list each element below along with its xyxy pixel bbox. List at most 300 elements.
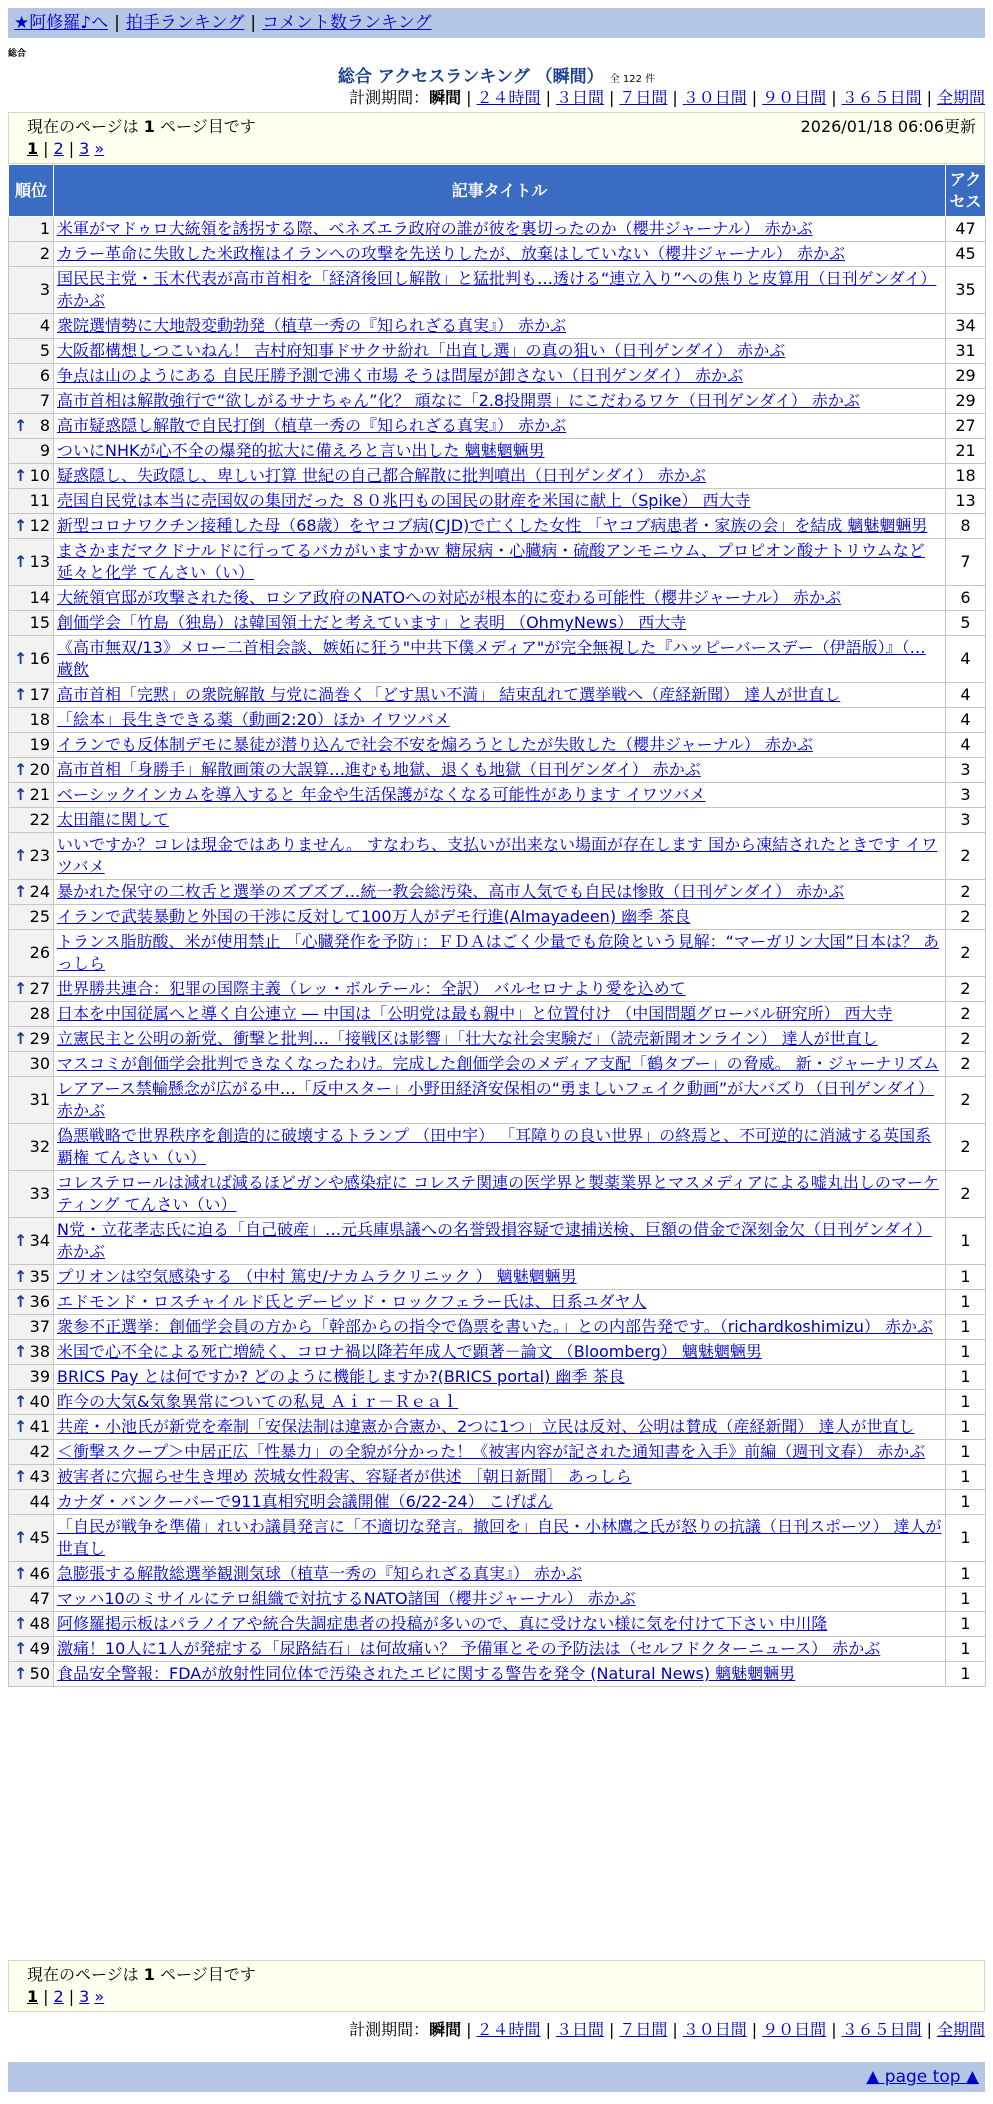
access-count: 47 bbox=[946, 217, 986, 242]
title-cell bbox=[54, 1440, 946, 1465]
article-title-link[interactable]: N党・立花孝志氏に迫る「自己破産」…元兵庫県議への名誉毀損容疑で逮捕送検、巨額の借金で深刻金欠（日刊ゲンダイ） 赤かぶ bbox=[57, 1220, 932, 1261]
rank-number: 13 bbox=[29, 552, 50, 571]
rank-cell bbox=[9, 267, 54, 314]
table-row bbox=[9, 1465, 986, 1490]
table-row bbox=[9, 464, 986, 489]
title-cell bbox=[54, 1415, 946, 1440]
rank-up-arrow-icon: ↑ bbox=[14, 979, 28, 998]
rank-number: 12 bbox=[29, 516, 50, 535]
table-row bbox=[9, 586, 986, 611]
separator: | bbox=[608, 2020, 615, 2039]
access-count: 4 bbox=[946, 636, 986, 683]
rank-cell bbox=[9, 905, 54, 930]
access-count: 1 bbox=[946, 1465, 986, 1490]
page-title bbox=[0, 62, 993, 87]
article-title-link[interactable]: 食品安全警報：FDAが放射性同位体で汚染されたエビに関する警告を発令 (Natural News) 魑魅魍魎男 bbox=[57, 1664, 796, 1683]
period-top-link-0[interactable]: ２４時間 bbox=[476, 88, 541, 107]
table-row bbox=[9, 1662, 986, 1687]
pager-top-page-link-0[interactable]: 2 bbox=[53, 139, 64, 158]
title-cell bbox=[54, 683, 946, 708]
article-title-link[interactable]: 高市首相「身勝手」解散画策の大誤算…進むも地獄、退くも地獄（日刊ゲンダイ） 赤かぶ bbox=[57, 760, 701, 779]
article-title-link[interactable]: 激痛！10人に1人が発症する「尿路結石」は何故痛い？ 予備軍とその予防法は（セルフドクターニュース） 赤かぶ bbox=[57, 1639, 881, 1658]
table-row bbox=[9, 217, 986, 242]
article-title-link[interactable]: 新型コロナワクチン接種した母（68歳）をヤコブ病(CJD)で亡くした女性 「ヤコブ病患者・家族の会」を結成 魑魅魍魎男 bbox=[57, 516, 928, 535]
period-bottom-link-1[interactable]: ３日間 bbox=[555, 2020, 604, 2039]
article-title-link[interactable]: カラー革命に失敗した米政権はイランへの攻撃を先送りしたが、放棄はしていない（櫻井ジャーナル） 赤かぶ bbox=[57, 244, 845, 263]
rank-number: 48 bbox=[29, 1614, 50, 1633]
article-title-link[interactable]: ついにNHKが心不全の爆発的拡大に備えろと言い出した 魑魅魍魎男 bbox=[57, 441, 545, 460]
rank-up-arrow-icon: ↑ bbox=[14, 1417, 28, 1436]
article-title-link[interactable]: 高市首相「完黙」の衆院解散 与党に渦巻く「どす黒い不満」 結束乱れて選挙戦へ（産経新聞） 達人が世直し bbox=[57, 685, 841, 704]
title-cell bbox=[54, 1637, 946, 1662]
article-title-link[interactable]: レアアース禁輸懸念が広がる中…「反中スター」小野田経済安保相の“勇ましいフェイク動画”が大バズり（日刊ゲンダイ） 赤かぶ bbox=[57, 1079, 934, 1120]
table-row bbox=[9, 977, 986, 1002]
rank-number: 9 bbox=[39, 441, 50, 460]
rank-cell bbox=[9, 1315, 54, 1340]
rank-number: 14 bbox=[29, 588, 50, 607]
separator: | bbox=[608, 88, 615, 107]
title-cell bbox=[54, 1218, 946, 1265]
table-row bbox=[9, 1315, 986, 1340]
access-count: 2 bbox=[946, 1027, 986, 1052]
access-count: 3 bbox=[946, 783, 986, 808]
access-count: 1 bbox=[946, 1562, 986, 1587]
rank-cell bbox=[9, 1365, 54, 1390]
rank-up-arrow-icon: ↑ bbox=[14, 552, 28, 571]
article-title-link[interactable]: マスコミが創価学会批判できなくなったわけ。完成した創価学会のメディア支配「鶴タブー」の脅威。 新・ジャーナリズム bbox=[57, 1054, 940, 1073]
table-row bbox=[9, 1124, 986, 1171]
article-title-link[interactable]: 「絵本」長生きできる薬（動画2:20）ほか イワツバメ bbox=[57, 710, 450, 729]
access-column-header: アクセス bbox=[946, 165, 986, 217]
table-row bbox=[9, 539, 986, 586]
rank-number: 30 bbox=[29, 1054, 50, 1073]
access-count: 1 bbox=[946, 1515, 986, 1562]
article-title-link[interactable]: 偽悪戦略で世界秩序を創造的に破壊するトランプ （田中宇） 「耳障りの良い世界」の終焉と、不可逆的に消滅する英国系覇権 てんさい（い） bbox=[57, 1126, 932, 1167]
separator: | bbox=[672, 2020, 678, 2039]
status-pre: 現在のページは bbox=[27, 117, 139, 136]
rank-up-arrow-icon: ↑ bbox=[14, 1564, 28, 1583]
rank-number: 42 bbox=[29, 1442, 50, 1461]
rank-cell bbox=[9, 217, 54, 242]
separator: | bbox=[926, 88, 932, 107]
access-count: 2 bbox=[946, 833, 986, 880]
article-count: 全 122 件 bbox=[609, 74, 656, 85]
rank-cell bbox=[9, 364, 54, 389]
article-title-link[interactable]: 日本を中国従属へと導く自公連立 ― 中国は「公明党は最も親中」と位置付け （中国問題グローバル研究所） 西大寺 bbox=[57, 1004, 893, 1023]
page-top-link[interactable]: ▲ page top ▲ bbox=[866, 2067, 979, 2087]
article-title-link[interactable]: 世界勝共連合：犯罪の国際主義（レッ・ボルテール：全訳） バルセロナより愛を込めて bbox=[57, 979, 686, 998]
rank-up-arrow-icon: ↑ bbox=[14, 882, 28, 901]
period-top-link-5[interactable]: ３６５日間 bbox=[841, 88, 922, 107]
title-cell bbox=[54, 1515, 946, 1562]
access-count: 1 bbox=[946, 1265, 986, 1290]
rank-cell bbox=[9, 1490, 54, 1515]
access-count: 1 bbox=[946, 1218, 986, 1265]
article-title-link[interactable]: 国民民主党・玉木代表が高市首相を「経済後回し解散」と猛批判も…透ける“連立入り”への焦りと皮算用（日刊ゲンダイ） 赤かぶ bbox=[57, 269, 937, 310]
rank-number: 22 bbox=[29, 810, 50, 829]
rank-cell bbox=[9, 733, 54, 758]
rank-cell bbox=[9, 1290, 54, 1315]
article-title-link[interactable]: 大統領官邸が攻撃された後、ロシア政府のNATOへの対応が根本的に変わる可能性（櫻井ジャーナル） 赤かぶ bbox=[57, 588, 842, 607]
rank-number: 37 bbox=[29, 1317, 50, 1336]
rank-cell bbox=[9, 314, 54, 339]
access-count: 6 bbox=[946, 586, 986, 611]
article-title-link[interactable]: 昨今の大気&気象異常についての私見 Ａｉｒ－Ｒｅａｌ bbox=[57, 1392, 459, 1411]
table-row bbox=[9, 1440, 986, 1465]
table-row bbox=[9, 733, 986, 758]
article-title-link[interactable]: 大阪都構想しつこいねん！ 吉村府知事ドサクサ紛れ「出直し選」の真の狙い（日刊ゲンダイ） 赤かぶ bbox=[57, 341, 786, 360]
article-title-link[interactable]: 衆参不正選挙：創価学会員の方から「幹部からの指令で偽票を書いた。」との内部告発です。（richardkoshimizu） 赤かぶ bbox=[57, 1317, 934, 1336]
table-row bbox=[9, 833, 986, 880]
article-title-link[interactable]: エドモンド・ロスチャイルド氏とデービッド・ロックフェラー氏は、日系ユダヤ人 bbox=[57, 1292, 647, 1311]
separator: | bbox=[43, 1987, 49, 2006]
article-title-link[interactable]: 共産・小池氏が新党を牽制「安保法制は違憲か合憲か、2つに1つ」立民は反対、公明は賛成（産経新聞） 達人が世直し bbox=[57, 1417, 915, 1436]
rank-number: 4 bbox=[39, 316, 50, 335]
rank-number: 27 bbox=[29, 979, 50, 998]
rank-number: 39 bbox=[29, 1367, 50, 1386]
rank-up-arrow-icon: ↑ bbox=[14, 1292, 28, 1311]
table-row bbox=[9, 808, 986, 833]
status-page-number: 1 bbox=[143, 117, 155, 136]
access-count: 2 bbox=[946, 930, 986, 977]
separator: | bbox=[466, 2020, 472, 2039]
article-title-link[interactable]: イランで武装暴動と外国の干渉に反対して100万人がデモ行進(Almayadeen) 幽季 茶良 bbox=[57, 907, 691, 926]
status-post: ページ目です bbox=[160, 117, 256, 136]
pager-bottom-page-link-0[interactable]: 2 bbox=[53, 1987, 64, 2006]
access-count: 2 bbox=[946, 1077, 986, 1124]
rank-cell bbox=[9, 1171, 54, 1218]
title-cell bbox=[54, 733, 946, 758]
title-cell bbox=[54, 808, 946, 833]
table-row bbox=[9, 1218, 986, 1265]
period-top-link-3[interactable]: ３０日間 bbox=[682, 88, 747, 107]
table-row bbox=[9, 489, 986, 514]
rank-up-arrow-icon: ↑ bbox=[14, 516, 28, 535]
table-row bbox=[9, 1171, 986, 1218]
table-row bbox=[9, 758, 986, 783]
top-nav-bar: ★阿修羅♪へ | 拍手ランキング | コメント数ランキング bbox=[8, 8, 985, 38]
article-title-link[interactable]: トランス脂肪酸、米が使用禁止 「心臓発作を予防」：ＦＤＡはごく少量でも危険という見解：“マーガリン大国”日本は？ あっしら bbox=[57, 932, 939, 973]
separator: | bbox=[466, 88, 472, 107]
table-row bbox=[9, 905, 986, 930]
rank-number: 1 bbox=[39, 219, 50, 238]
access-count: 7 bbox=[946, 539, 986, 586]
article-title-link[interactable]: 創価学会「竹島（独島）は韓国領土だと考えています」と表明 （OhmyNews） 西大寺 bbox=[57, 613, 687, 632]
rank-cell bbox=[9, 1637, 54, 1662]
title-cell bbox=[54, 1290, 946, 1315]
pager-bottom-page-link-1[interactable]: 3 bbox=[79, 1987, 90, 2006]
table-row bbox=[9, 242, 986, 267]
title-cell bbox=[54, 1562, 946, 1587]
title-cell bbox=[54, 1171, 946, 1218]
rank-cell bbox=[9, 414, 54, 439]
access-count: 34 bbox=[946, 314, 986, 339]
updated-timestamp: 2026/01/18 06:06更新 bbox=[800, 117, 976, 136]
article-title-link[interactable]: 「自民が戦争を準備」れいわ議員発言に「不適切な発言。撤回を」自民・小林鷹之氏が怒りの抗議（日刊スポーツ） 達人が世直し bbox=[57, 1517, 942, 1558]
access-count: 45 bbox=[946, 242, 986, 267]
table-row bbox=[9, 1515, 986, 1562]
title-cell bbox=[54, 314, 946, 339]
title-cell bbox=[54, 1315, 946, 1340]
rank-cell bbox=[9, 1465, 54, 1490]
article-title-link[interactable]: マッハ10のミサイルにテロ組織で対抗するNATO諸国（櫻井ジャーナル） 赤かぶ bbox=[57, 1589, 636, 1608]
rank-cell bbox=[9, 489, 54, 514]
rank-number: 24 bbox=[29, 882, 50, 901]
clap-ranking-link[interactable]: 拍手ランキング bbox=[125, 13, 245, 33]
article-title-link[interactable]: ＜衝撃スクープ＞中居正広「性暴力」の全貌が分かった！《被害内容が記された通知書を入手》前編（週刊文春） 赤かぶ bbox=[57, 1442, 926, 1461]
rank-cell bbox=[9, 930, 54, 977]
separator: | bbox=[831, 88, 837, 107]
rank-cell bbox=[9, 783, 54, 808]
access-count: 1 bbox=[946, 1340, 986, 1365]
rank-number: 23 bbox=[29, 846, 50, 865]
article-title-link[interactable]: 《高市無双/13》メロー二首相会談、嫉妬に狂う"中共下僕メディア"が完全無視した『ハッピーバースデー（伊語版）』（… 蔵飲 bbox=[57, 638, 926, 679]
bottom-bar bbox=[8, 2062, 985, 2092]
article-title-link[interactable]: 被害者に穴掘らせ生き埋め 茨城女性殺害、容疑者が供述 ［朝日新聞］ あっしら bbox=[57, 1467, 632, 1486]
period-bottom-link-6[interactable]: 全期間 bbox=[936, 2020, 985, 2039]
period-top-label: 計測期間： bbox=[349, 88, 430, 107]
title-cell bbox=[54, 267, 946, 314]
access-count: 3 bbox=[946, 808, 986, 833]
period-top-link-1[interactable]: ３日間 bbox=[555, 88, 604, 107]
rank-number: 10 bbox=[29, 466, 50, 485]
rank-number: 18 bbox=[29, 710, 50, 729]
access-count: 35 bbox=[946, 267, 986, 314]
table-row bbox=[9, 314, 986, 339]
table-row bbox=[9, 1587, 986, 1612]
period-top-link-2[interactable]: ７日間 bbox=[619, 88, 668, 107]
rank-up-arrow-icon: ↑ bbox=[14, 1467, 28, 1486]
period-bottom-current: 瞬間 bbox=[429, 2020, 462, 2039]
rank-number: 20 bbox=[29, 760, 50, 779]
rank-cell bbox=[9, 683, 54, 708]
table-row bbox=[9, 339, 986, 364]
rank-up-arrow-icon: ↑ bbox=[14, 1267, 28, 1286]
period-top-link-4[interactable]: ９０日間 bbox=[762, 88, 827, 107]
article-title-link[interactable]: 衆院選情勢に大地殻変動勃発（植草一秀の『知られざる真実』） 赤かぶ bbox=[57, 316, 567, 335]
rank-number: 41 bbox=[29, 1417, 50, 1436]
title-cell bbox=[54, 1052, 946, 1077]
rank-cell bbox=[9, 1052, 54, 1077]
rank-cell bbox=[9, 1587, 54, 1612]
rank-number: 36 bbox=[29, 1292, 50, 1311]
table-row bbox=[9, 514, 986, 539]
access-count: 1 bbox=[946, 1365, 986, 1390]
access-count: 1 bbox=[946, 1315, 986, 1340]
access-count: 8 bbox=[946, 514, 986, 539]
table-row bbox=[9, 389, 986, 414]
separator: | bbox=[751, 2020, 758, 2039]
separator: | bbox=[43, 139, 49, 158]
access-count: 2 bbox=[946, 1171, 986, 1218]
article-title-link[interactable]: 疑惑隠し、失政隠し、卑しい打算 世紀の自己都合解散に批判噴出（日刊ゲンダイ） 赤かぶ bbox=[57, 466, 706, 485]
rank-cell bbox=[9, 1415, 54, 1440]
pager-top-page-link-1[interactable]: 3 bbox=[79, 139, 90, 158]
access-count: 21 bbox=[946, 439, 986, 464]
pager-top-next-link[interactable]: » bbox=[94, 139, 105, 158]
title-cell bbox=[54, 364, 946, 389]
table-row bbox=[9, 1077, 986, 1124]
article-title-link[interactable]: 高市疑惑隠し解散で自民打倒（植草一秀の『知られざる真実』） 赤かぶ bbox=[57, 416, 567, 435]
rank-cell bbox=[9, 636, 54, 683]
rank-up-arrow-icon: ↑ bbox=[14, 1392, 28, 1411]
rank-number: 49 bbox=[29, 1639, 50, 1658]
title-cell bbox=[54, 514, 946, 539]
article-title-link[interactable]: カナダ・バンクーバーで911真相究明会議開催（6/22-24） こげぱん bbox=[57, 1492, 553, 1511]
period-top-link-6[interactable]: 全期間 bbox=[936, 88, 985, 107]
article-title-link[interactable]: 売国自民党は本当に売国奴の集団だった ８０兆円もの国民の財産を米国に献上（Spike） 西大寺 bbox=[57, 491, 751, 510]
home-link[interactable]: ★阿修羅♪へ bbox=[14, 13, 109, 33]
rank-number: 50 bbox=[29, 1664, 50, 1683]
access-count: 2 bbox=[946, 905, 986, 930]
access-count: 1 bbox=[946, 1612, 986, 1637]
rank-cell bbox=[9, 389, 54, 414]
table-row bbox=[9, 439, 986, 464]
table-row bbox=[9, 1390, 986, 1415]
table-row bbox=[9, 364, 986, 389]
period-bottom-link-4[interactable]: ９０日間 bbox=[762, 2020, 827, 2039]
title-cell bbox=[54, 1365, 946, 1390]
article-title-link[interactable]: いいですか？コレは現金ではありません。 すなわち、支払いが出来ない場面が存在します 国から凍結されたときです イワツバメ bbox=[57, 835, 938, 876]
table-row bbox=[9, 1365, 986, 1390]
rank-number: 32 bbox=[29, 1137, 50, 1156]
access-count: 5 bbox=[946, 611, 986, 636]
pager-bottom bbox=[8, 1960, 985, 2012]
pager-bottom-links bbox=[27, 1986, 966, 2008]
article-title-link[interactable]: 立憲民主と公明の新党、衝撃と批判…「接戦区は影響」「壮大な社会実験だ」（読売新聞オンライン） 達人が世直し bbox=[57, 1029, 878, 1048]
access-count: 4 bbox=[946, 733, 986, 758]
category-label: 総合 bbox=[8, 49, 27, 59]
rank-number: 7 bbox=[39, 391, 50, 410]
rank-number: 38 bbox=[29, 1342, 50, 1361]
title-cell bbox=[54, 389, 946, 414]
access-count: 1 bbox=[946, 1290, 986, 1315]
title-cell bbox=[54, 489, 946, 514]
rank-number: 6 bbox=[39, 366, 50, 385]
access-count: 2 bbox=[946, 977, 986, 1002]
access-count: 13 bbox=[946, 489, 986, 514]
comment-ranking-link[interactable]: コメント数ランキング bbox=[262, 13, 432, 33]
rank-number: 45 bbox=[29, 1528, 50, 1547]
article-title-link[interactable]: BRICS Pay とは何ですか? どのように機能しますか?(BRICS portal) 幽季 茶良 bbox=[57, 1367, 625, 1386]
table-row bbox=[9, 1052, 986, 1077]
title-cell bbox=[54, 1587, 946, 1612]
table-row bbox=[9, 1562, 986, 1587]
article-title-link[interactable]: 阿修羅掲示板はパラノイアや統合失調症患者の投稿が多いので、真に受けない様に気を付けて下さい 中川隆 bbox=[57, 1614, 828, 1633]
period-bottom-link-2[interactable]: ７日間 bbox=[619, 2020, 668, 2039]
rank-cell bbox=[9, 539, 54, 586]
title-cell bbox=[54, 339, 946, 364]
title-cell bbox=[54, 880, 946, 905]
article-title-link[interactable]: ベーシックインカムを導入すると 年金や生活保護がなくなる可能性があります イワツバメ bbox=[57, 785, 706, 804]
title-cell bbox=[54, 1612, 946, 1637]
table-row bbox=[9, 1290, 986, 1315]
period-bottom-link-3[interactable]: ３０日間 bbox=[682, 2020, 747, 2039]
period-top-current: 瞬間 bbox=[429, 88, 462, 107]
table-row bbox=[9, 683, 986, 708]
table-row bbox=[9, 1265, 986, 1290]
table-row bbox=[9, 611, 986, 636]
article-title-link[interactable]: 米国で心不全による死亡増続く、コロナ禍以降若年成人で顕著－論文 （Bloomberg） 魑魅魍魎男 bbox=[57, 1342, 762, 1361]
article-title-link[interactable]: 米軍がマドゥロ大統領を誘拐する際、ベネズエラ政府の誰が彼を裏切ったのか（櫻井ジャーナル） 赤かぶ bbox=[57, 219, 813, 238]
article-title-link[interactable]: まさかまだマクドナルドに行ってるバカがいますかｗ 糖尿病・心臓病・硫酸アンモニウム、プロピオン酸ナトリウムなど延々と化学 てんさい（い） bbox=[57, 541, 925, 582]
access-count: 18 bbox=[946, 464, 986, 489]
rank-cell bbox=[9, 1612, 54, 1637]
rank-cell bbox=[9, 1027, 54, 1052]
title-cell bbox=[54, 1265, 946, 1290]
rank-cell bbox=[9, 1340, 54, 1365]
title-cell bbox=[54, 439, 946, 464]
access-count: 3 bbox=[946, 758, 986, 783]
title-cell bbox=[54, 1340, 946, 1365]
separator: | bbox=[68, 139, 75, 158]
pager-bottom-next-link[interactable]: » bbox=[94, 1987, 105, 2006]
article-title-link[interactable]: 太田龍に関して bbox=[57, 810, 170, 829]
rank-cell bbox=[9, 1124, 54, 1171]
rank-number: 19 bbox=[29, 735, 50, 754]
status-page-number: 1 bbox=[143, 1965, 155, 1984]
period-selector-top bbox=[349, 88, 985, 108]
article-title-link[interactable]: イランでも反体制デモに暴徒が潜り込んで社会不安を煽ろうとしたが失敗した（櫻井ジャーナル） 赤かぶ bbox=[57, 735, 813, 754]
separator: | bbox=[831, 2020, 837, 2039]
status-pre: 現在のページは bbox=[27, 1965, 139, 1984]
access-count: 1 bbox=[946, 1390, 986, 1415]
title-cell bbox=[54, 708, 946, 733]
title-cell bbox=[54, 586, 946, 611]
access-count: 1 bbox=[946, 1587, 986, 1612]
article-title-link[interactable]: 急膨張する解散総選挙観測気球（植草一秀の『知られざる真実』） 赤かぶ bbox=[57, 1564, 583, 1583]
separator: | bbox=[545, 88, 551, 107]
rank-cell bbox=[9, 339, 54, 364]
article-title-link[interactable]: 高市首相は解散強行で“欲しがるサナちゃん”化？ 頑なに「2.8投開票」にこだわるワケ（日刊ゲンダイ） 赤かぶ bbox=[57, 391, 860, 410]
rank-number: 5 bbox=[39, 341, 50, 360]
rank-up-arrow-icon: ↑ bbox=[14, 846, 28, 865]
page-title-text: 総合 アクセスランキング （瞬間） bbox=[337, 67, 604, 87]
rank-cell bbox=[9, 586, 54, 611]
table-row bbox=[9, 880, 986, 905]
status-post: ページ目です bbox=[160, 1965, 256, 1984]
rank-up-arrow-icon: ↑ bbox=[14, 785, 28, 804]
rank-up-arrow-icon: ↑ bbox=[14, 466, 28, 485]
table-row bbox=[9, 930, 986, 977]
period-bottom-label: 計測期間： bbox=[349, 2020, 430, 2039]
rank-up-arrow-icon: ↑ bbox=[14, 1231, 28, 1250]
rank-number: 15 bbox=[29, 613, 50, 632]
access-count: 29 bbox=[946, 364, 986, 389]
title-cell bbox=[54, 1077, 946, 1124]
table-row bbox=[9, 783, 986, 808]
rank-cell bbox=[9, 439, 54, 464]
access-count: 2 bbox=[946, 1124, 986, 1171]
title-cell bbox=[54, 217, 946, 242]
title-cell bbox=[54, 1124, 946, 1171]
title-cell bbox=[54, 1390, 946, 1415]
rank-number: 21 bbox=[29, 785, 50, 804]
rank-up-arrow-icon: ↑ bbox=[14, 649, 28, 668]
rank-cell bbox=[9, 808, 54, 833]
article-title-link[interactable]: 暴かれた保守の二枚舌と選挙のズブズブ…統一教会総汚染、高市人気でも自民は惨敗（日刊ゲンダイ） 赤かぶ bbox=[57, 882, 845, 901]
access-count: 31 bbox=[946, 339, 986, 364]
table-row bbox=[9, 1415, 986, 1440]
article-title-link[interactable]: プリオンは空気感染する （中村 篤史/ナカムラクリニック ） 魑魅魍魎男 bbox=[57, 1267, 577, 1286]
rank-up-arrow-icon: ↑ bbox=[14, 760, 28, 779]
article-title-link[interactable]: 争点は山のようにある 自民圧勝予測で沸く市場 そうは問屋が卸さない（日刊ゲンダイ） 赤かぶ bbox=[57, 366, 743, 385]
period-bottom-link-0[interactable]: ２４時間 bbox=[476, 2020, 541, 2039]
rank-cell bbox=[9, 708, 54, 733]
article-title-link[interactable]: コレステロールは減れば減るほどガンや感染症に コレステ関連の医学界と製薬業界とマスメディアによる嘘丸出しのマーケティング てんさい（い） bbox=[57, 1173, 939, 1214]
period-bottom-link-5[interactable]: ３６５日間 bbox=[841, 2020, 922, 2039]
rank-cell bbox=[9, 611, 54, 636]
